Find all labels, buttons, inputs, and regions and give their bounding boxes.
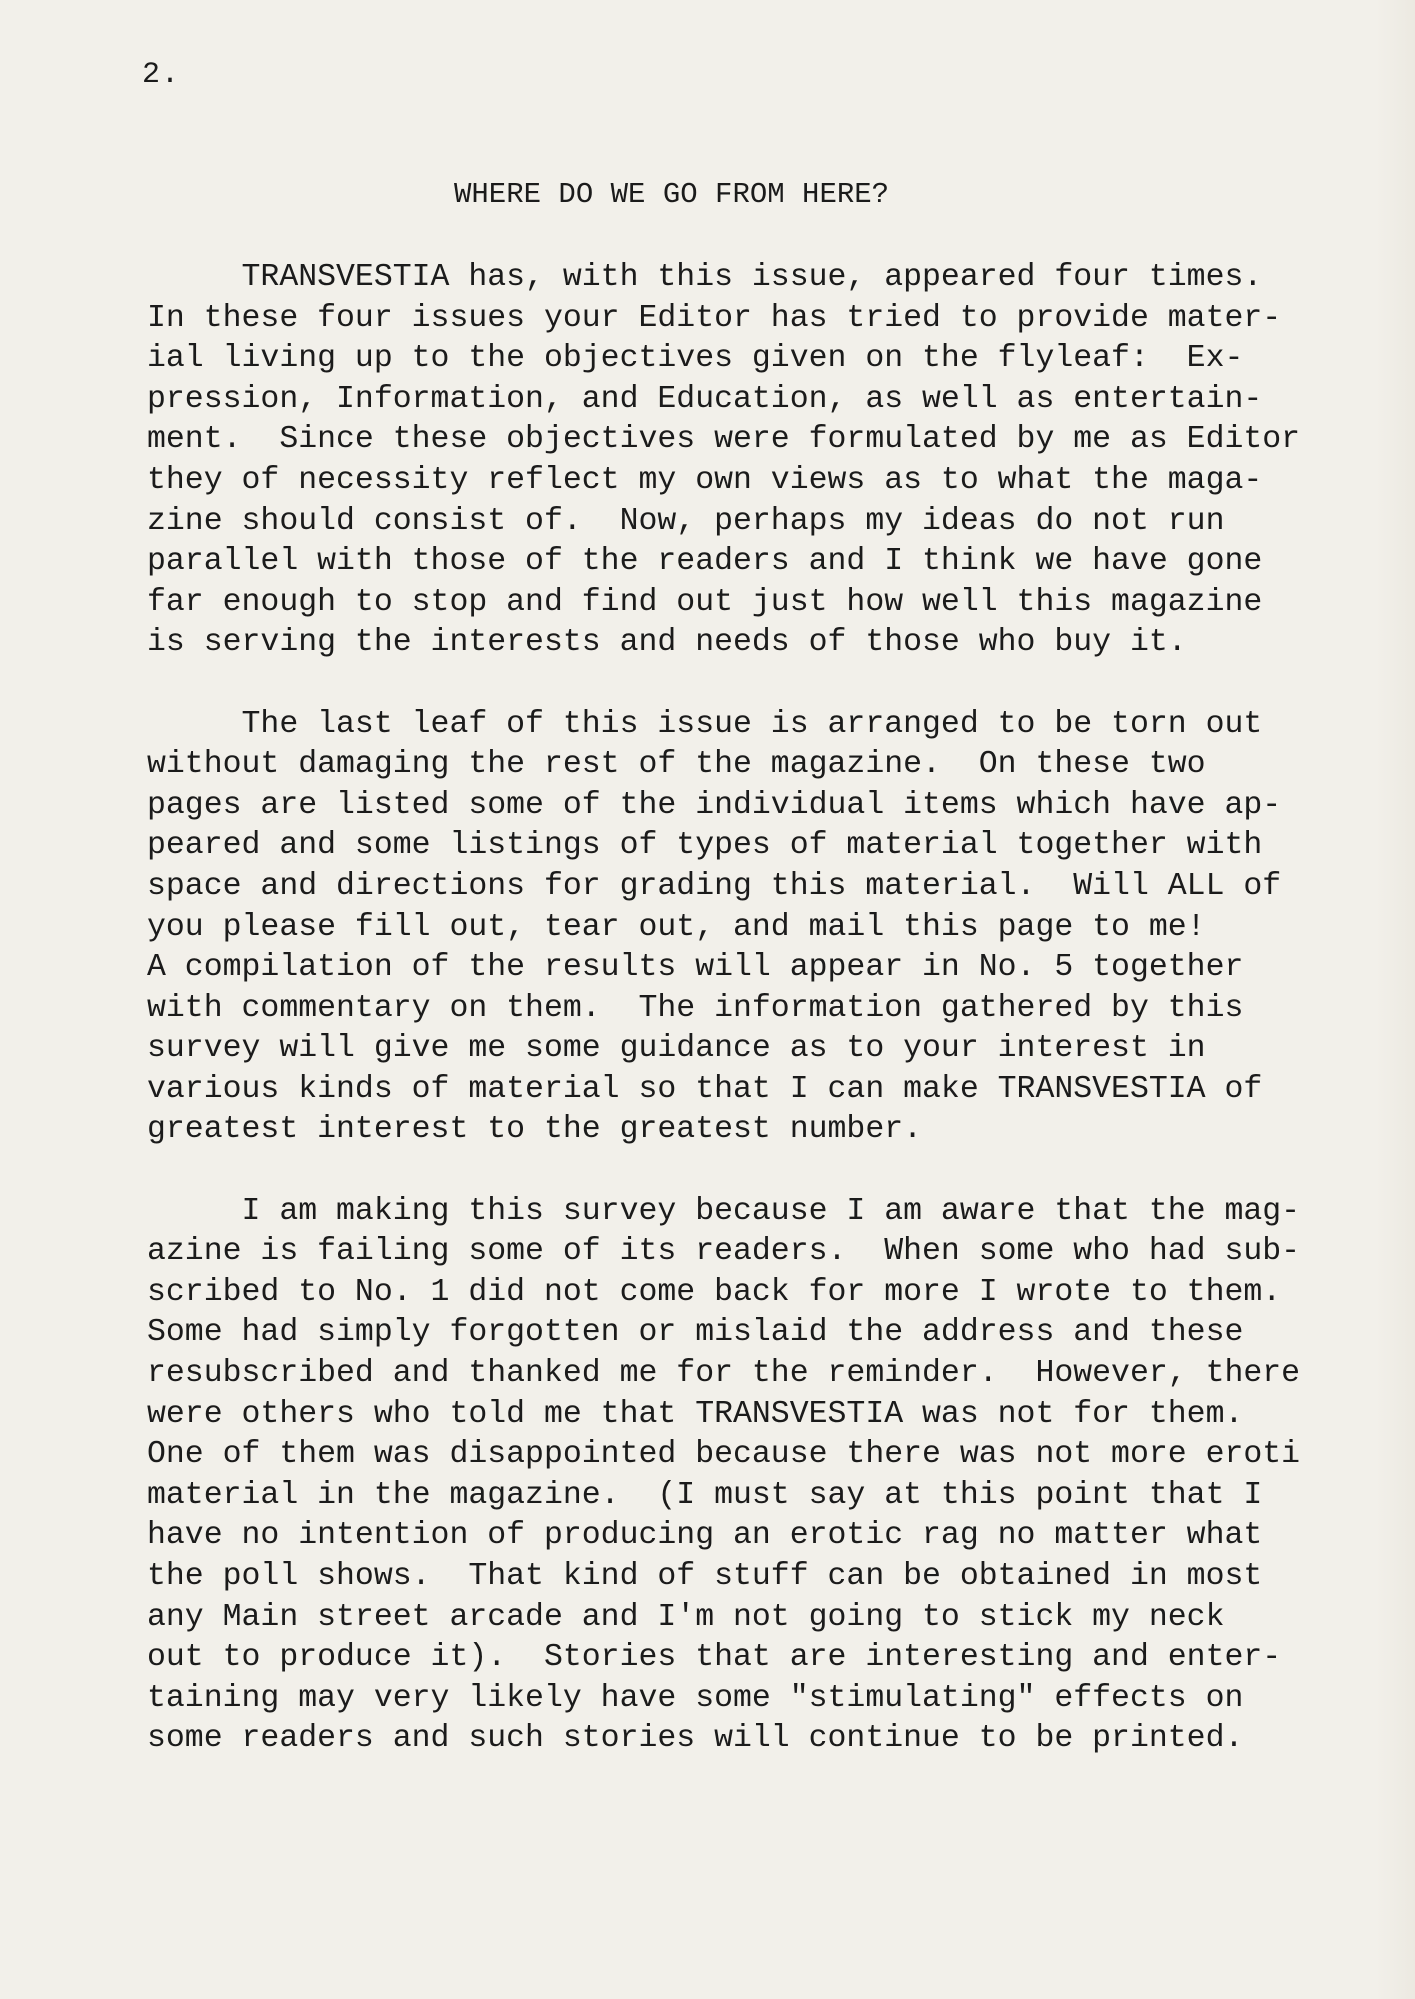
page-number: 2. xyxy=(142,58,181,92)
text-line: you please fill out, tear out, and mail this page to me! xyxy=(147,909,1206,945)
text-line: pression, Information, and Education, as well as entertain- xyxy=(147,381,1263,417)
text-line: is serving the interests and needs of those who buy it. xyxy=(147,625,1187,661)
text-line: various kinds of material so that I can make TRANSVESTIA of xyxy=(147,1071,1263,1107)
text-line: greatest interest to the greatest number. xyxy=(147,1112,923,1148)
text-line: A compilation of the results will appear in No. 5 together xyxy=(147,950,1244,986)
paragraph xyxy=(147,705,1387,1152)
text-line: taining may very likely have some "stimulating" effects on xyxy=(147,1680,1244,1716)
text-line: azine is failing some of its readers. When some who had sub- xyxy=(147,1234,1301,1270)
text-line: Some had simply forgotten or mislaid the address and these xyxy=(147,1315,1244,1351)
text-line: were others who told me that TRANSVESTIA was not for them. xyxy=(147,1396,1244,1432)
text-line: The last leaf of this issue is arranged to be torn out xyxy=(147,706,1263,742)
text-line: the poll shows. That kind of stuff can be obtained in most xyxy=(147,1559,1263,1594)
text-line: I am making this survey because I am aware that the mag- xyxy=(147,1193,1301,1229)
text-line: have no intention of producing an erotic rag no matter what xyxy=(147,1518,1263,1554)
text-line: TRANSVESTIA has, with this issue, appeared four times. xyxy=(147,260,1263,295)
text-line: material in the magazine. (I must say at this point that I xyxy=(147,1477,1263,1513)
text-line: parallel with those of the readers and I think we have gone xyxy=(147,544,1263,580)
text-line: out to produce it). Stories that are interesting and enter- xyxy=(147,1640,1282,1676)
paragraph xyxy=(147,1192,1387,1760)
text-line: One of them was disappointed because there was not more eroti xyxy=(147,1437,1301,1473)
text-line: with commentary on them. The information gathered by this xyxy=(147,990,1244,1026)
text-line: In these four issues your Editor has tried to provide mater- xyxy=(147,300,1282,336)
article-title: WHERE DO WE GO FROM HERE? xyxy=(454,178,890,211)
text-line: ment. Since these objectives were formulated by me as Editor xyxy=(147,422,1301,458)
text-line: space and directions for grading this material. Will ALL of xyxy=(147,868,1282,904)
text-line: survey will give me some guidance as to your interest in xyxy=(147,1031,1206,1067)
text-line: some readers and such stories will continue to be printed. xyxy=(147,1721,1244,1757)
paragraph xyxy=(147,258,1387,664)
text-line: without damaging the rest of the magazine. On these two xyxy=(147,747,1206,783)
text-line: peared and some listings of types of material together with xyxy=(147,828,1263,864)
text-line: resubscribed and thanked me for the reminder. However, there xyxy=(147,1356,1301,1392)
text-line: they of necessity reflect my own views as to what the maga- xyxy=(147,462,1263,498)
article-body xyxy=(147,258,1387,1801)
text-line: any Main street arcade and I'm not going to stick my neck xyxy=(147,1599,1225,1635)
text-line: pages are listed some of the individual items which have ap- xyxy=(147,787,1282,823)
text-line: ial living up to the objectives given on the flyleaf: Ex- xyxy=(147,341,1244,377)
text-line: far enough to stop and find out just how well this magazine xyxy=(147,584,1263,620)
text-line: zine should consist of. Now, perhaps my ideas do not run xyxy=(147,503,1225,539)
text-line: scribed to No. 1 did not come back for more I wrote to them. xyxy=(147,1274,1282,1310)
